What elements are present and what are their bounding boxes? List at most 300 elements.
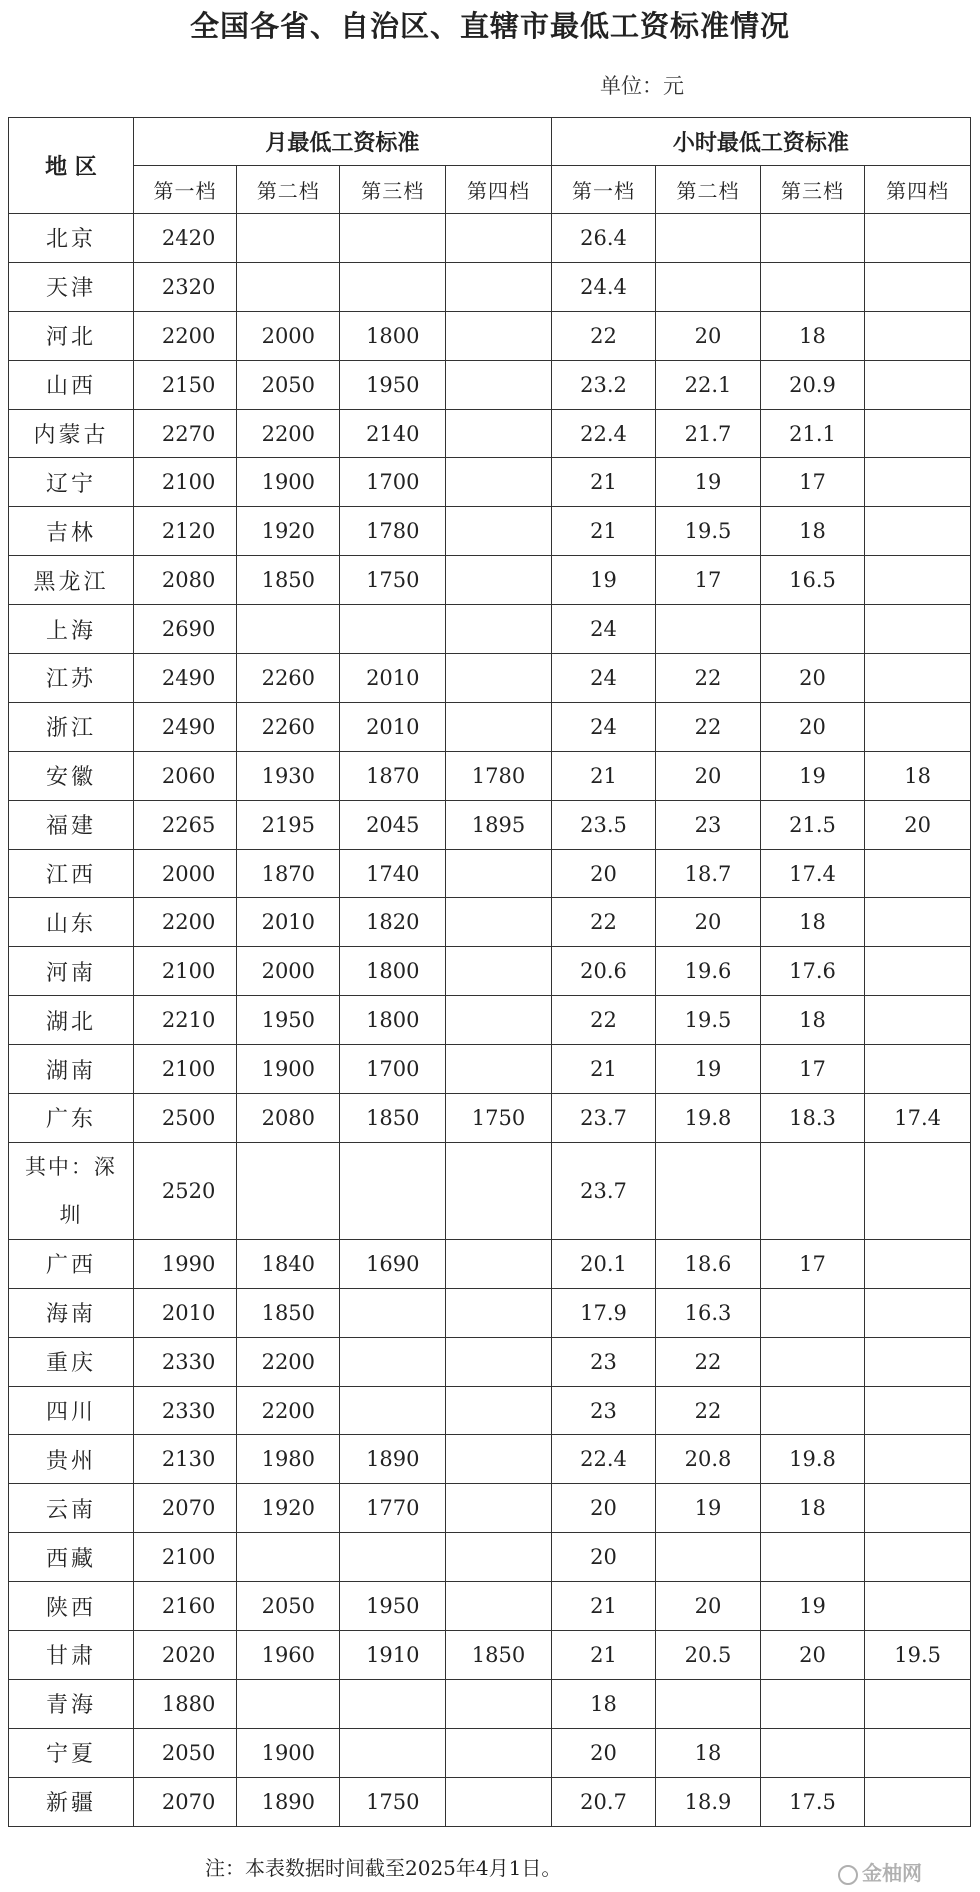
hourly-tier-1-cell: 20: [551, 1533, 655, 1582]
hourly-tier-3-cell: [760, 262, 864, 311]
monthly-tier-2-cell: 1930: [237, 751, 340, 800]
monthly-tier-2-cell: 2200: [237, 1337, 340, 1386]
table-row: [9, 1142, 971, 1239]
hourly-tier-2-cell: 19: [656, 1484, 760, 1533]
monthly-tier-4-cell: [446, 947, 552, 996]
hourly-tier-2-cell: 22: [656, 1386, 760, 1435]
hourly-tier-2-cell: 16.3: [656, 1288, 760, 1337]
monthly-tier-1-cell: 2490: [133, 654, 236, 703]
monthly-tier-4-cell: [446, 458, 552, 507]
hourly-tier-1-cell: 19: [551, 556, 655, 605]
hourly-tier-2-cell: [656, 214, 760, 263]
monthly-tier-1-cell: 2120: [133, 507, 236, 556]
watermark-logo-icon: [838, 1865, 858, 1885]
hourly-tier-4-cell: [865, 1435, 971, 1484]
hourly-tier-2-cell: 18.6: [656, 1239, 760, 1288]
monthly-tier-2-cell: [237, 605, 340, 654]
monthly-tier-1-cell: 2160: [133, 1582, 236, 1631]
monthly-tier-2-cell: 2200: [237, 1386, 340, 1435]
monthly-tier-3-cell: 1750: [340, 1777, 446, 1826]
page-title: 全国各省、自治区、直辖市最低工资标准情况: [189, 9, 790, 43]
hourly-tier-4-cell: [865, 507, 971, 556]
table-row: [9, 1728, 971, 1777]
monthly-tier-1-cell: 2330: [133, 1386, 236, 1435]
hourly-tier-2-cell: 19.5: [656, 507, 760, 556]
table-body: [9, 214, 971, 1827]
monthly-tier-4-cell: [446, 605, 552, 654]
table-row: [9, 1288, 971, 1337]
monthly-tier-4-cell: [446, 1435, 552, 1484]
monthly-tier-2-cell: 2000: [237, 311, 340, 360]
unit-label: 单位：元: [600, 74, 684, 98]
header-region: 地 区: [9, 118, 134, 214]
hourly-tier-2-cell: 20: [656, 311, 760, 360]
hourly-tier-3-cell: 17: [760, 1239, 864, 1288]
monthly-tier-4-cell: [446, 507, 552, 556]
header-monthly-tier-4: 第四档: [446, 166, 552, 214]
table-row: [9, 1337, 971, 1386]
hourly-tier-1-cell: 24: [551, 605, 655, 654]
header-hourly: 小时最低工资标准: [551, 118, 970, 166]
table-row: [9, 1045, 971, 1094]
monthly-tier-3-cell: 1780: [340, 507, 446, 556]
hourly-tier-4-cell: [865, 1386, 971, 1435]
hourly-tier-4-cell: 17.4: [865, 1094, 971, 1143]
table-row: [9, 262, 971, 311]
hourly-tier-1-cell: 22.4: [551, 1435, 655, 1484]
watermark-text: 金柚网: [862, 1861, 922, 1885]
hourly-tier-4-cell: 20: [865, 800, 971, 849]
region-cell-line-2: 圳: [59, 1202, 83, 1227]
region-cell: 四川: [9, 1386, 134, 1435]
monthly-tier-1-cell: 2070: [133, 1777, 236, 1826]
hourly-tier-2-cell: [656, 1142, 760, 1239]
monthly-tier-3-cell: 2140: [340, 409, 446, 458]
hourly-tier-2-cell: 23: [656, 800, 760, 849]
hourly-tier-4-cell: [865, 1728, 971, 1777]
hourly-tier-4-cell: [865, 849, 971, 898]
monthly-tier-4-cell: 1780: [446, 751, 552, 800]
header-hourly-tier-1: 第一档: [551, 166, 655, 214]
region-cell: 浙江: [9, 702, 134, 751]
hourly-tier-4-cell: [865, 1777, 971, 1826]
hourly-tier-3-cell: 19: [760, 751, 864, 800]
monthly-tier-2-cell: 1920: [237, 1484, 340, 1533]
footnote: 注：本表数据时间截至2025年4月1日。: [205, 1856, 562, 1880]
hourly-tier-3-cell: 17: [760, 458, 864, 507]
table-row: [9, 507, 971, 556]
monthly-tier-4-cell: [446, 311, 552, 360]
region-cell: 湖南: [9, 1045, 134, 1094]
hourly-tier-1-cell: 24: [551, 654, 655, 703]
monthly-tier-1-cell: 2000: [133, 849, 236, 898]
header-monthly-tier-1: 第一档: [133, 166, 236, 214]
region-cell: 黑龙江: [9, 556, 134, 605]
hourly-tier-3-cell: [760, 1728, 864, 1777]
region-cell: 广东: [9, 1094, 134, 1143]
hourly-tier-2-cell: 18: [656, 1728, 760, 1777]
region-cell: 山东: [9, 898, 134, 947]
monthly-tier-4-cell: [446, 409, 552, 458]
monthly-tier-1-cell: 2270: [133, 409, 236, 458]
monthly-tier-1-cell: 2200: [133, 311, 236, 360]
hourly-tier-1-cell: 22.4: [551, 409, 655, 458]
monthly-tier-4-cell: [446, 360, 552, 409]
hourly-tier-4-cell: [865, 898, 971, 947]
monthly-tier-1-cell: 2690: [133, 605, 236, 654]
hourly-tier-1-cell: 20: [551, 849, 655, 898]
hourly-tier-3-cell: [760, 1337, 864, 1386]
monthly-tier-3-cell: 1950: [340, 360, 446, 409]
monthly-tier-4-cell: [446, 1142, 552, 1239]
monthly-tier-2-cell: [237, 1679, 340, 1728]
monthly-tier-2-cell: 1960: [237, 1631, 340, 1680]
hourly-tier-4-cell: [865, 1239, 971, 1288]
monthly-tier-4-cell: [446, 1288, 552, 1337]
hourly-tier-3-cell: 17: [760, 1045, 864, 1094]
hourly-tier-3-cell: 19: [760, 1582, 864, 1631]
hourly-tier-3-cell: [760, 605, 864, 654]
monthly-tier-1-cell: 2050: [133, 1728, 236, 1777]
hourly-tier-2-cell: 19.6: [656, 947, 760, 996]
hourly-tier-2-cell: 22: [656, 702, 760, 751]
hourly-tier-2-cell: [656, 605, 760, 654]
hourly-tier-4-cell: [865, 409, 971, 458]
hourly-tier-3-cell: 18.3: [760, 1094, 864, 1143]
hourly-tier-3-cell: 19.8: [760, 1435, 864, 1484]
hourly-tier-3-cell: 21.5: [760, 800, 864, 849]
hourly-tier-2-cell: 18.9: [656, 1777, 760, 1826]
hourly-tier-2-cell: [656, 1533, 760, 1582]
table-row: [9, 751, 971, 800]
table-row: [9, 1533, 971, 1582]
monthly-tier-4-cell: [446, 1045, 552, 1094]
monthly-tier-1-cell: 2020: [133, 1631, 236, 1680]
hourly-tier-3-cell: 18: [760, 1484, 864, 1533]
region-cell: 新疆: [9, 1777, 134, 1826]
monthly-tier-1-cell: 2210: [133, 996, 236, 1045]
monthly-tier-3-cell: 1770: [340, 1484, 446, 1533]
hourly-tier-1-cell: 23: [551, 1337, 655, 1386]
hourly-tier-1-cell: 20: [551, 1728, 655, 1777]
hourly-tier-2-cell: 20.5: [656, 1631, 760, 1680]
monthly-tier-2-cell: [237, 262, 340, 311]
monthly-tier-3-cell: 1890: [340, 1435, 446, 1484]
table-row: [9, 1631, 971, 1680]
hourly-tier-4-cell: [865, 262, 971, 311]
hourly-tier-4-cell: [865, 702, 971, 751]
monthly-tier-1-cell: 2520: [133, 1142, 236, 1239]
region-cell: [9, 1142, 134, 1239]
hourly-tier-2-cell: 19.5: [656, 996, 760, 1045]
region-cell: 青海: [9, 1679, 134, 1728]
hourly-tier-3-cell: [760, 1679, 864, 1728]
hourly-tier-4-cell: 19.5: [865, 1631, 971, 1680]
region-cell: 上海: [9, 605, 134, 654]
region-cell: 河南: [9, 947, 134, 996]
monthly-tier-1-cell: 2060: [133, 751, 236, 800]
monthly-tier-2-cell: 2050: [237, 1582, 340, 1631]
monthly-tier-1-cell: 2070: [133, 1484, 236, 1533]
monthly-tier-2-cell: 2200: [237, 409, 340, 458]
monthly-tier-2-cell: [237, 214, 340, 263]
monthly-tier-2-cell: 1900: [237, 1728, 340, 1777]
hourly-tier-4-cell: [865, 556, 971, 605]
table-row: [9, 556, 971, 605]
monthly-tier-1-cell: 2265: [133, 800, 236, 849]
hourly-tier-4-cell: [865, 214, 971, 263]
monthly-tier-4-cell: [446, 1337, 552, 1386]
watermark: [838, 1857, 922, 1886]
region-cell: 陕西: [9, 1582, 134, 1631]
hourly-tier-2-cell: 20: [656, 1582, 760, 1631]
hourly-tier-3-cell: [760, 1288, 864, 1337]
monthly-tier-2-cell: 2195: [237, 800, 340, 849]
monthly-tier-3-cell: 1820: [340, 898, 446, 947]
table-row: [9, 996, 971, 1045]
region-cell-line-1: 其中：深: [24, 1154, 117, 1179]
monthly-tier-4-cell: 1750: [446, 1094, 552, 1143]
monthly-tier-1-cell: 2420: [133, 214, 236, 263]
monthly-tier-3-cell: [340, 1142, 446, 1239]
hourly-tier-1-cell: 22: [551, 311, 655, 360]
table-row: [9, 1777, 971, 1826]
hourly-tier-1-cell: 20: [551, 1484, 655, 1533]
hourly-tier-3-cell: [760, 1533, 864, 1582]
monthly-tier-1-cell: 2100: [133, 947, 236, 996]
monthly-tier-3-cell: 1800: [340, 311, 446, 360]
region-cell: 北京: [9, 214, 134, 263]
region-cell: 甘肃: [9, 1631, 134, 1680]
monthly-tier-2-cell: [237, 1142, 340, 1239]
monthly-tier-4-cell: [446, 1728, 552, 1777]
monthly-tier-1-cell: 2080: [133, 556, 236, 605]
monthly-tier-1-cell: 1880: [133, 1679, 236, 1728]
hourly-tier-1-cell: 24.4: [551, 262, 655, 311]
monthly-tier-2-cell: 1920: [237, 507, 340, 556]
hourly-tier-1-cell: 21: [551, 751, 655, 800]
hourly-tier-2-cell: 20.8: [656, 1435, 760, 1484]
hourly-tier-4-cell: [865, 1484, 971, 1533]
monthly-tier-2-cell: 1850: [237, 556, 340, 605]
monthly-tier-2-cell: 1900: [237, 458, 340, 507]
monthly-tier-1-cell: 2100: [133, 458, 236, 507]
monthly-tier-2-cell: 2000: [237, 947, 340, 996]
hourly-tier-4-cell: [865, 360, 971, 409]
header-hourly-tier-2: 第二档: [656, 166, 760, 214]
monthly-tier-4-cell: [446, 1484, 552, 1533]
hourly-tier-4-cell: [865, 1045, 971, 1094]
table-row: [9, 898, 971, 947]
table-row: [9, 1239, 971, 1288]
hourly-tier-1-cell: 20.7: [551, 1777, 655, 1826]
monthly-tier-3-cell: [340, 214, 446, 263]
monthly-tier-3-cell: 1700: [340, 1045, 446, 1094]
hourly-tier-3-cell: 17.6: [760, 947, 864, 996]
hourly-tier-1-cell: 21: [551, 1045, 655, 1094]
monthly-tier-4-cell: [446, 214, 552, 263]
monthly-tier-2-cell: 2080: [237, 1094, 340, 1143]
header-hourly-tier-4: 第四档: [865, 166, 971, 214]
monthly-tier-4-cell: [446, 556, 552, 605]
region-cell: 重庆: [9, 1337, 134, 1386]
hourly-tier-1-cell: 21: [551, 1631, 655, 1680]
hourly-tier-2-cell: 20: [656, 751, 760, 800]
monthly-tier-3-cell: 2045: [340, 800, 446, 849]
monthly-tier-4-cell: [446, 1582, 552, 1631]
monthly-tier-3-cell: 1700: [340, 458, 446, 507]
monthly-tier-3-cell: [340, 1679, 446, 1728]
monthly-tier-4-cell: [446, 1533, 552, 1582]
hourly-tier-4-cell: [865, 654, 971, 703]
hourly-tier-1-cell: 26.4: [551, 214, 655, 263]
hourly-tier-3-cell: [760, 214, 864, 263]
monthly-tier-4-cell: [446, 1386, 552, 1435]
hourly-tier-4-cell: [865, 1142, 971, 1239]
monthly-tier-3-cell: 1750: [340, 556, 446, 605]
hourly-tier-1-cell: 22: [551, 996, 655, 1045]
monthly-tier-2-cell: 1850: [237, 1288, 340, 1337]
hourly-tier-2-cell: 19: [656, 458, 760, 507]
hourly-tier-4-cell: [865, 605, 971, 654]
table-row: [9, 947, 971, 996]
monthly-tier-2-cell: 2010: [237, 898, 340, 947]
hourly-tier-3-cell: 16.5: [760, 556, 864, 605]
table-row: [9, 849, 971, 898]
monthly-tier-3-cell: [340, 1337, 446, 1386]
hourly-tier-4-cell: [865, 1337, 971, 1386]
monthly-tier-4-cell: [446, 898, 552, 947]
hourly-tier-3-cell: 18: [760, 311, 864, 360]
hourly-tier-3-cell: [760, 1142, 864, 1239]
monthly-tier-2-cell: 1890: [237, 1777, 340, 1826]
minimum-wage-table: [8, 117, 971, 1827]
hourly-tier-3-cell: 18: [760, 996, 864, 1045]
monthly-tier-3-cell: 1740: [340, 849, 446, 898]
hourly-tier-2-cell: 21.7: [656, 409, 760, 458]
monthly-tier-4-cell: [446, 1777, 552, 1826]
region-cell: 山西: [9, 360, 134, 409]
hourly-tier-1-cell: 21: [551, 1582, 655, 1631]
region-cell: 贵州: [9, 1435, 134, 1484]
table-row: [9, 1435, 971, 1484]
monthly-tier-3-cell: [340, 1386, 446, 1435]
monthly-tier-1-cell: 2320: [133, 262, 236, 311]
monthly-tier-4-cell: 1850: [446, 1631, 552, 1680]
monthly-tier-3-cell: [340, 1533, 446, 1582]
monthly-tier-3-cell: 1910: [340, 1631, 446, 1680]
hourly-tier-1-cell: 18: [551, 1679, 655, 1728]
monthly-tier-4-cell: [446, 1239, 552, 1288]
hourly-tier-1-cell: 21: [551, 507, 655, 556]
region-cell: 江苏: [9, 654, 134, 703]
hourly-tier-2-cell: 17: [656, 556, 760, 605]
table-row: [9, 360, 971, 409]
hourly-tier-3-cell: 20: [760, 1631, 864, 1680]
monthly-tier-1-cell: 2100: [133, 1045, 236, 1094]
hourly-tier-3-cell: 20: [760, 702, 864, 751]
monthly-tier-2-cell: 2050: [237, 360, 340, 409]
monthly-tier-3-cell: [340, 1288, 446, 1337]
hourly-tier-4-cell: [865, 311, 971, 360]
table-row: [9, 214, 971, 263]
hourly-tier-2-cell: 22: [656, 1337, 760, 1386]
monthly-tier-2-cell: 2260: [237, 702, 340, 751]
region-cell: 辽宁: [9, 458, 134, 507]
region-cell: 江西: [9, 849, 134, 898]
hourly-tier-3-cell: 18: [760, 898, 864, 947]
hourly-tier-3-cell: 18: [760, 507, 864, 556]
monthly-tier-1-cell: 2100: [133, 1533, 236, 1582]
hourly-tier-1-cell: 23.2: [551, 360, 655, 409]
hourly-tier-2-cell: [656, 262, 760, 311]
hourly-tier-1-cell: 23.7: [551, 1094, 655, 1143]
table-row: [9, 1679, 971, 1728]
region-cell: 福建: [9, 800, 134, 849]
monthly-tier-3-cell: 1800: [340, 996, 446, 1045]
hourly-tier-4-cell: [865, 1679, 971, 1728]
monthly-tier-3-cell: 2010: [340, 702, 446, 751]
hourly-tier-4-cell: 18: [865, 751, 971, 800]
monthly-tier-4-cell: [446, 849, 552, 898]
hourly-tier-3-cell: 17.5: [760, 1777, 864, 1826]
region-cell: 安徽: [9, 751, 134, 800]
hourly-tier-4-cell: [865, 1582, 971, 1631]
hourly-tier-2-cell: 19: [656, 1045, 760, 1094]
region-cell: 西藏: [9, 1533, 134, 1582]
hourly-tier-2-cell: [656, 1679, 760, 1728]
region-cell: 河北: [9, 311, 134, 360]
hourly-tier-4-cell: [865, 1533, 971, 1582]
monthly-tier-2-cell: 1900: [237, 1045, 340, 1094]
table-row: [9, 1094, 971, 1143]
monthly-tier-1-cell: 2130: [133, 1435, 236, 1484]
monthly-tier-1-cell: 2490: [133, 702, 236, 751]
table-row: [9, 458, 971, 507]
region-cell: 吉林: [9, 507, 134, 556]
region-cell: 天津: [9, 262, 134, 311]
monthly-tier-1-cell: 2200: [133, 898, 236, 947]
hourly-tier-1-cell: 23: [551, 1386, 655, 1435]
hourly-tier-1-cell: 20.1: [551, 1239, 655, 1288]
monthly-tier-1-cell: 2500: [133, 1094, 236, 1143]
hourly-tier-3-cell: 21.1: [760, 409, 864, 458]
region-cell: 湖北: [9, 996, 134, 1045]
hourly-tier-1-cell: 17.9: [551, 1288, 655, 1337]
monthly-tier-3-cell: 1800: [340, 947, 446, 996]
monthly-tier-2-cell: 1950: [237, 996, 340, 1045]
monthly-tier-3-cell: [340, 262, 446, 311]
hourly-tier-2-cell: 20: [656, 898, 760, 947]
monthly-tier-4-cell: [446, 996, 552, 1045]
region-cell: 宁夏: [9, 1728, 134, 1777]
header-monthly-tier-2: 第二档: [237, 166, 340, 214]
monthly-tier-4-cell: 1895: [446, 800, 552, 849]
hourly-tier-1-cell: 23.7: [551, 1142, 655, 1239]
hourly-tier-4-cell: [865, 1288, 971, 1337]
hourly-tier-3-cell: 20: [760, 654, 864, 703]
hourly-tier-4-cell: [865, 458, 971, 507]
hourly-tier-4-cell: [865, 996, 971, 1045]
monthly-tier-2-cell: 1870: [237, 849, 340, 898]
monthly-tier-3-cell: 2010: [340, 654, 446, 703]
monthly-tier-4-cell: [446, 654, 552, 703]
region-cell: 广西: [9, 1239, 134, 1288]
monthly-tier-3-cell: [340, 605, 446, 654]
monthly-tier-1-cell: 2010: [133, 1288, 236, 1337]
header-hourly-tier-3: 第三档: [760, 166, 864, 214]
table-row: [9, 311, 971, 360]
